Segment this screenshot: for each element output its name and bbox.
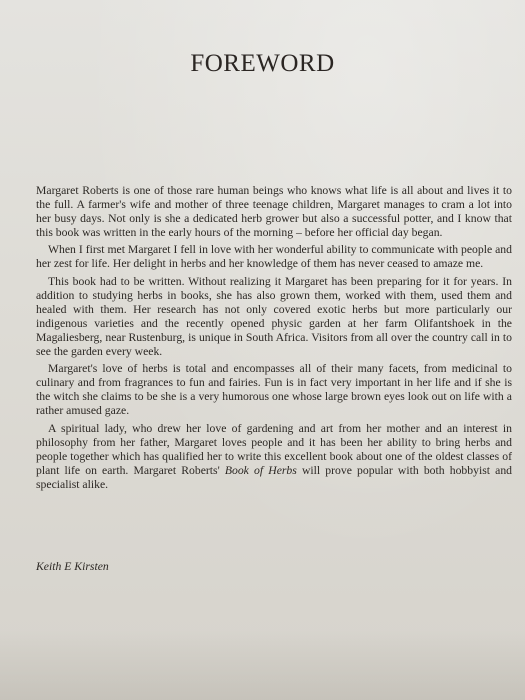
signature: Keith E Kirsten [36,560,109,573]
book-title: Book of Herbs [224,463,297,477]
paragraph-3: This book had to be written. Without realizing it Margaret has been preparing for it for years. In addition to studying herbs in books, she has also grown them, worked with them, used them and healed with them. Her research has not only covered exotic herbs but more particularly our indigenous varieties and the recently opened physic garden at her farm Olifantshoek in the Magaliesberg, near Rustenburg, is unique in South Africa. Visitors from all over the country call in to see the garden every week. [36,274,512,359]
foreword-body [36,184,512,495]
paragraph-5 [36,422,512,492]
page-heading: FOREWORD [190,50,335,77]
paragraph-4: Margaret's love of herbs is total and encompasses all of their many facets, from medicinal to culinary and from fragrances to fun and fairies. Fun is in fact very important in her life and if she is the witch she claims to be she is a very humorous one whose large brown eyes look out on life with a rather amused gaze. [36,362,512,418]
paragraph-5-ending: will prove popular with both hobbyist and specialist alike. [36,463,513,491]
paragraph-1: Margaret Roberts is one of those rare human beings who knows what life is all about and lives it to the full. A farmer's wife and mother of three teenage children, Margaret manages to cram a lot into her busy days. Not only is she a dedicated herb grower but also a successful potter, and I know that this book was written in the early hours of the morning – before her official day began. [36,184,512,240]
paragraph-2: When I first met Margaret I fell in love with her wonderful ability to communicate with people and her zest for life. Her delight in herbs and her knowledge of them has never ceased to amaze me. [36,243,512,271]
paragraph-5-text: A spiritual lady, who drew her love of gardening and art from her mother and an interest in philosophy from her father, Margaret loves people and it has been her ability to bring herbs and people together which has qualified her to write this excellent book about one of the oldest classes of plant life on earth. Margaret Roberts' [36,421,512,477]
